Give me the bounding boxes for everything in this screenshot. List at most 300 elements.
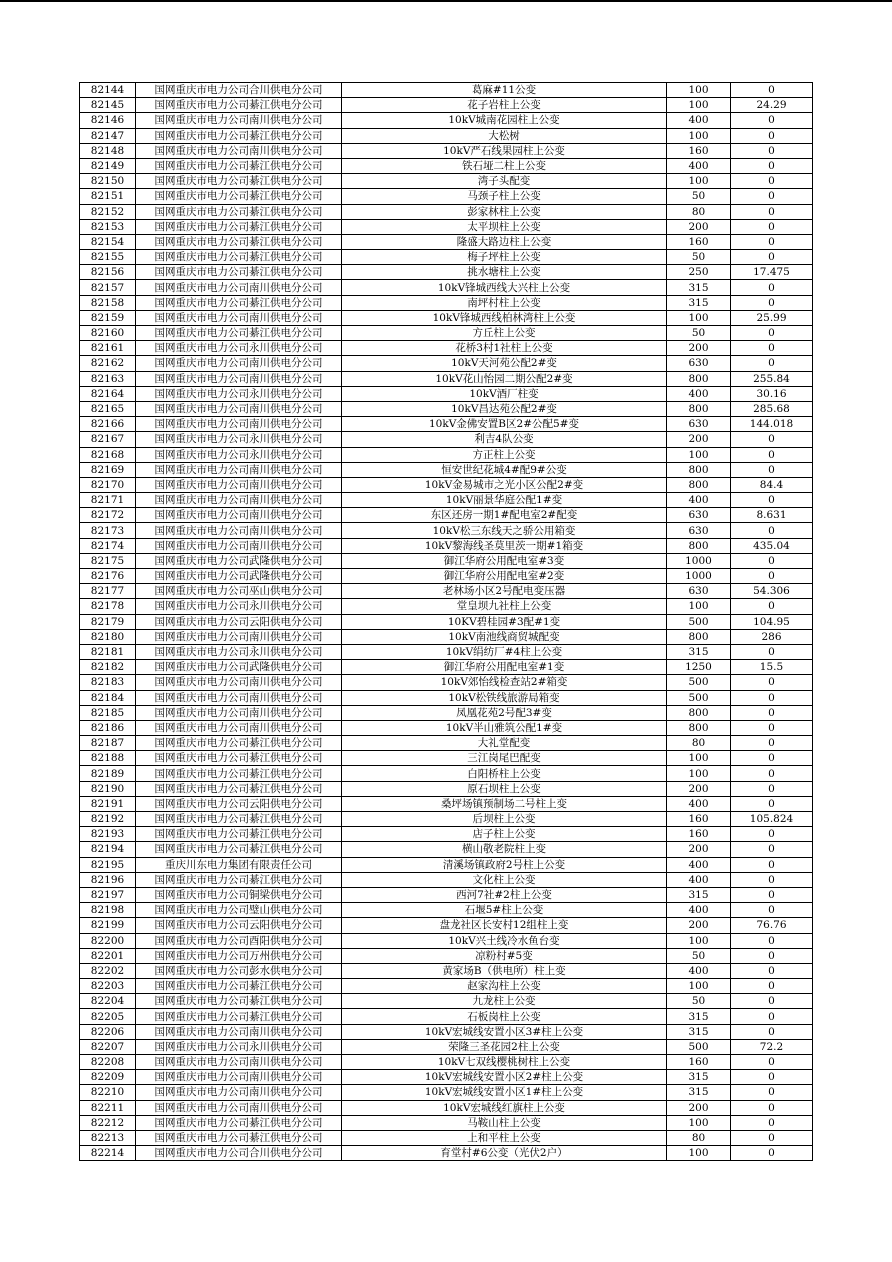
capacity-cell: 400 bbox=[667, 872, 731, 887]
row-id-cell: 82200 bbox=[80, 933, 136, 948]
capacity-cell: 50 bbox=[667, 250, 731, 265]
row-id-cell: 82198 bbox=[80, 903, 136, 918]
row-id-cell: 82187 bbox=[80, 736, 136, 751]
transformer-name-cell: 太平坝柱上公变 bbox=[342, 219, 667, 234]
capacity-cell: 315 bbox=[667, 1070, 731, 1085]
company-cell: 国网重庆市电力公司合川供电分公司 bbox=[136, 83, 342, 98]
transformer-name-cell: 10KV碧桂园#3配#1变 bbox=[342, 614, 667, 629]
table-row bbox=[80, 1085, 813, 1100]
company-cell: 国网重庆市电力公司南川供电分公司 bbox=[136, 462, 342, 477]
capacity-cell: 315 bbox=[667, 887, 731, 902]
table-row bbox=[80, 1009, 813, 1024]
table-row bbox=[80, 781, 813, 796]
row-id-cell: 82180 bbox=[80, 629, 136, 644]
table-row bbox=[80, 1055, 813, 1070]
value-cell: 0 bbox=[731, 979, 813, 994]
value-cell: 0 bbox=[731, 1146, 813, 1161]
transformer-name-cell: 赵家沟柱上公变 bbox=[342, 979, 667, 994]
transformer-name-cell: 原石坝柱上公变 bbox=[342, 781, 667, 796]
row-id-cell: 82190 bbox=[80, 781, 136, 796]
value-cell: 0 bbox=[731, 690, 813, 705]
table-row bbox=[80, 553, 813, 568]
value-cell: 0 bbox=[731, 963, 813, 978]
row-id-cell: 82189 bbox=[80, 766, 136, 781]
transformer-name-cell: 利吉4队公变 bbox=[342, 432, 667, 447]
capacity-cell: 400 bbox=[667, 796, 731, 811]
value-cell: 0 bbox=[731, 250, 813, 265]
table-row bbox=[80, 1070, 813, 1085]
capacity-cell: 200 bbox=[667, 341, 731, 356]
table-row bbox=[80, 356, 813, 371]
row-id-cell: 82148 bbox=[80, 143, 136, 158]
company-cell: 国网重庆市电力公司綦江供电分公司 bbox=[136, 250, 342, 265]
capacity-cell: 100 bbox=[667, 751, 731, 766]
value-cell: 0 bbox=[731, 903, 813, 918]
table-row bbox=[80, 386, 813, 401]
row-id-cell: 82176 bbox=[80, 569, 136, 584]
transformer-name-cell: 大松树 bbox=[342, 128, 667, 143]
row-id-cell: 82184 bbox=[80, 690, 136, 705]
capacity-cell: 800 bbox=[667, 371, 731, 386]
transformer-name-cell: 恒安世纪花城4#配9#公变 bbox=[342, 462, 667, 477]
company-cell: 国网重庆市电力公司綦江供电分公司 bbox=[136, 1115, 342, 1130]
company-cell: 国网重庆市电力公司綦江供电分公司 bbox=[136, 204, 342, 219]
company-cell: 国网重庆市电力公司綦江供电分公司 bbox=[136, 781, 342, 796]
row-id-cell: 82170 bbox=[80, 477, 136, 492]
table-row bbox=[80, 447, 813, 462]
table-row bbox=[80, 341, 813, 356]
capacity-cell: 400 bbox=[667, 386, 731, 401]
table-row bbox=[80, 1024, 813, 1039]
capacity-cell: 50 bbox=[667, 994, 731, 1009]
capacity-cell: 400 bbox=[667, 903, 731, 918]
row-id-cell: 82188 bbox=[80, 751, 136, 766]
value-cell: 144.018 bbox=[731, 417, 813, 432]
company-cell: 国网重庆市电力公司南川供电分公司 bbox=[136, 508, 342, 523]
company-cell: 国网重庆市电力公司南川供电分公司 bbox=[136, 1070, 342, 1085]
value-cell: 285.68 bbox=[731, 401, 813, 416]
table-row bbox=[80, 979, 813, 994]
row-id-cell: 82186 bbox=[80, 720, 136, 735]
capacity-cell: 400 bbox=[667, 493, 731, 508]
transformer-name-cell: 10kV锋城西线柏林湾柱上公变 bbox=[342, 310, 667, 325]
company-cell: 国网重庆市电力公司永川供电分公司 bbox=[136, 386, 342, 401]
capacity-cell: 100 bbox=[667, 98, 731, 113]
transformer-name-cell: 凉粉村#5变 bbox=[342, 948, 667, 963]
value-cell: 0 bbox=[731, 83, 813, 98]
value-cell: 435.04 bbox=[731, 538, 813, 553]
table-row bbox=[80, 933, 813, 948]
value-cell: 0 bbox=[731, 827, 813, 842]
transformer-name-cell: 荣隆三圣花园2柱上公变 bbox=[342, 1039, 667, 1054]
capacity-cell: 80 bbox=[667, 204, 731, 219]
value-cell: 0 bbox=[731, 675, 813, 690]
transformer-name-cell: 10kV宏城线红旗柱上公变 bbox=[342, 1100, 667, 1115]
table-row bbox=[80, 310, 813, 325]
capacity-cell: 50 bbox=[667, 948, 731, 963]
table-row bbox=[80, 812, 813, 827]
company-cell: 国网重庆市电力公司綦江供电分公司 bbox=[136, 174, 342, 189]
capacity-cell: 100 bbox=[667, 599, 731, 614]
value-cell: 0 bbox=[731, 751, 813, 766]
table-row bbox=[80, 1115, 813, 1130]
row-id-cell: 82150 bbox=[80, 174, 136, 189]
table-row bbox=[80, 690, 813, 705]
row-id-cell: 82202 bbox=[80, 963, 136, 978]
row-id-cell: 82169 bbox=[80, 462, 136, 477]
value-cell: 0 bbox=[731, 219, 813, 234]
row-id-cell: 82167 bbox=[80, 432, 136, 447]
table-row bbox=[80, 644, 813, 659]
transformer-name-cell: 盘龙社区长安村12组柱上变 bbox=[342, 918, 667, 933]
value-cell: 255.84 bbox=[731, 371, 813, 386]
capacity-cell: 315 bbox=[667, 280, 731, 295]
value-cell: 0 bbox=[731, 1100, 813, 1115]
table-row bbox=[80, 538, 813, 553]
table-row bbox=[80, 857, 813, 872]
row-id-cell: 82163 bbox=[80, 371, 136, 386]
value-cell: 72.2 bbox=[731, 1039, 813, 1054]
capacity-cell: 200 bbox=[667, 842, 731, 857]
value-cell: 0 bbox=[731, 280, 813, 295]
capacity-cell: 800 bbox=[667, 705, 731, 720]
value-cell: 0 bbox=[731, 1024, 813, 1039]
company-cell: 国网重庆市电力公司綦江供电分公司 bbox=[136, 326, 342, 341]
capacity-cell: 100 bbox=[667, 310, 731, 325]
table-row bbox=[80, 629, 813, 644]
row-id-cell: 82185 bbox=[80, 705, 136, 720]
transformer-name-cell: 横山敬老院柱上变 bbox=[342, 842, 667, 857]
row-id-cell: 82144 bbox=[80, 83, 136, 98]
capacity-cell: 1000 bbox=[667, 553, 731, 568]
company-cell: 国网重庆市电力公司綦江供电分公司 bbox=[136, 812, 342, 827]
transformer-name-cell: 铁石垭二柱上公变 bbox=[342, 158, 667, 173]
value-cell: 0 bbox=[731, 842, 813, 857]
company-cell: 国网重庆市电力公司永川供电分公司 bbox=[136, 1039, 342, 1054]
company-cell: 国网重庆市电力公司永川供电分公司 bbox=[136, 447, 342, 462]
transformer-name-cell: 店子柱上公变 bbox=[342, 827, 667, 842]
row-id-cell: 82151 bbox=[80, 189, 136, 204]
transformer-name-cell: 南坪村柱上公变 bbox=[342, 295, 667, 310]
transformer-name-cell: 御江华府公用配电室#3变 bbox=[342, 553, 667, 568]
value-cell: 0 bbox=[731, 720, 813, 735]
company-cell: 国网重庆市电力公司南川供电分公司 bbox=[136, 371, 342, 386]
capacity-cell: 800 bbox=[667, 477, 731, 492]
table-row bbox=[80, 401, 813, 416]
value-cell: 0 bbox=[731, 356, 813, 371]
company-cell: 国网重庆市电力公司南川供电分公司 bbox=[136, 1100, 342, 1115]
value-cell: 286 bbox=[731, 629, 813, 644]
value-cell: 0 bbox=[731, 158, 813, 173]
capacity-cell: 160 bbox=[667, 143, 731, 158]
transformer-name-cell: 黄家场B（供电所）柱上变 bbox=[342, 963, 667, 978]
transformer-name-cell: 御江华府公用配电室#1变 bbox=[342, 660, 667, 675]
value-cell: 0 bbox=[731, 295, 813, 310]
table-row bbox=[80, 462, 813, 477]
transformer-name-cell: 九龙柱上公变 bbox=[342, 994, 667, 1009]
table-row bbox=[80, 1146, 813, 1161]
company-cell: 重庆川东电力集团有限责任公司 bbox=[136, 857, 342, 872]
value-cell: 0 bbox=[731, 1070, 813, 1085]
table-row bbox=[80, 326, 813, 341]
row-id-cell: 82213 bbox=[80, 1130, 136, 1145]
value-cell: 0 bbox=[731, 493, 813, 508]
capacity-cell: 200 bbox=[667, 1100, 731, 1115]
company-cell: 国网重庆市电力公司云阳供电分公司 bbox=[136, 796, 342, 811]
row-id-cell: 82199 bbox=[80, 918, 136, 933]
row-id-cell: 82158 bbox=[80, 295, 136, 310]
transformer-name-cell: 清溪场镇政府2号柱上公变 bbox=[342, 857, 667, 872]
transformer-name-cell: 后坝柱上公变 bbox=[342, 812, 667, 827]
capacity-cell: 200 bbox=[667, 781, 731, 796]
company-cell: 国网重庆市电力公司綦江供电分公司 bbox=[136, 158, 342, 173]
capacity-cell: 315 bbox=[667, 1085, 731, 1100]
transformer-name-cell: 葛麻#11公变 bbox=[342, 83, 667, 98]
row-id-cell: 82177 bbox=[80, 584, 136, 599]
value-cell: 76.76 bbox=[731, 918, 813, 933]
capacity-cell: 315 bbox=[667, 295, 731, 310]
value-cell: 0 bbox=[731, 857, 813, 872]
company-cell: 国网重庆市电力公司綦江供电分公司 bbox=[136, 872, 342, 887]
table-row bbox=[80, 219, 813, 234]
company-cell: 国网重庆市电力公司南川供电分公司 bbox=[136, 1055, 342, 1070]
transformer-name-cell: 10kV天河苑公配2#变 bbox=[342, 356, 667, 371]
transformer-name-cell: 上和平柱上公变 bbox=[342, 1130, 667, 1145]
value-cell: 0 bbox=[731, 447, 813, 462]
row-id-cell: 82193 bbox=[80, 827, 136, 842]
company-cell: 国网重庆市电力公司綦江供电分公司 bbox=[136, 265, 342, 280]
value-cell: 0 bbox=[731, 432, 813, 447]
capacity-cell: 400 bbox=[667, 963, 731, 978]
row-id-cell: 82157 bbox=[80, 280, 136, 295]
value-cell: 15.5 bbox=[731, 660, 813, 675]
row-id-cell: 82168 bbox=[80, 447, 136, 462]
company-cell: 国网重庆市电力公司铜梁供电分公司 bbox=[136, 887, 342, 902]
row-id-cell: 82161 bbox=[80, 341, 136, 356]
company-cell: 国网重庆市电力公司南川供电分公司 bbox=[136, 401, 342, 416]
table-row bbox=[80, 295, 813, 310]
table-row bbox=[80, 83, 813, 98]
capacity-cell: 100 bbox=[667, 979, 731, 994]
transformer-name-cell: 三江岗尾巴配变 bbox=[342, 751, 667, 766]
value-cell: 104.95 bbox=[731, 614, 813, 629]
transformer-name-cell: 御江华府公用配电室#2变 bbox=[342, 569, 667, 584]
table-row bbox=[80, 918, 813, 933]
table-row bbox=[80, 736, 813, 751]
capacity-cell: 80 bbox=[667, 1130, 731, 1145]
row-id-cell: 82211 bbox=[80, 1100, 136, 1115]
transformer-name-cell: 10kV丽景华庭公配1#变 bbox=[342, 493, 667, 508]
value-cell: 0 bbox=[731, 994, 813, 1009]
table-row bbox=[80, 113, 813, 128]
transformer-name-cell: 石堰5#柱上公变 bbox=[342, 903, 667, 918]
value-cell: 0 bbox=[731, 644, 813, 659]
capacity-cell: 800 bbox=[667, 629, 731, 644]
table-row bbox=[80, 842, 813, 857]
capacity-cell: 50 bbox=[667, 189, 731, 204]
transformer-name-cell: 石板岗柱上公变 bbox=[342, 1009, 667, 1024]
capacity-cell: 500 bbox=[667, 690, 731, 705]
row-id-cell: 82174 bbox=[80, 538, 136, 553]
capacity-cell: 800 bbox=[667, 401, 731, 416]
table-row bbox=[80, 234, 813, 249]
company-cell: 国网重庆市电力公司酉阳供电分公司 bbox=[136, 933, 342, 948]
capacity-cell: 630 bbox=[667, 584, 731, 599]
capacity-cell: 160 bbox=[667, 827, 731, 842]
company-cell: 国网重庆市电力公司璧山供电分公司 bbox=[136, 903, 342, 918]
transformer-name-cell: 白阳桥柱上公变 bbox=[342, 766, 667, 781]
capacity-cell: 160 bbox=[667, 234, 731, 249]
table-row bbox=[80, 204, 813, 219]
table-row bbox=[80, 189, 813, 204]
table-row bbox=[80, 796, 813, 811]
value-cell: 0 bbox=[731, 113, 813, 128]
table-row bbox=[80, 523, 813, 538]
company-cell: 国网重庆市电力公司合川供电分公司 bbox=[136, 1146, 342, 1161]
company-cell: 国网重庆市电力公司巫山供电分公司 bbox=[136, 584, 342, 599]
value-cell: 0 bbox=[731, 887, 813, 902]
company-cell: 国网重庆市电力公司南川供电分公司 bbox=[136, 705, 342, 720]
row-id-cell: 82182 bbox=[80, 660, 136, 675]
transformer-name-cell: 隆盛大路边柱上公变 bbox=[342, 234, 667, 249]
capacity-cell: 500 bbox=[667, 1039, 731, 1054]
company-cell: 国网重庆市电力公司綦江供电分公司 bbox=[136, 766, 342, 781]
table-row bbox=[80, 614, 813, 629]
company-cell: 国网重庆市电力公司南川供电分公司 bbox=[136, 690, 342, 705]
value-cell: 0 bbox=[731, 174, 813, 189]
capacity-cell: 400 bbox=[667, 158, 731, 173]
company-cell: 国网重庆市电力公司綦江供电分公司 bbox=[136, 842, 342, 857]
capacity-cell: 800 bbox=[667, 720, 731, 735]
table-row bbox=[80, 887, 813, 902]
transformer-name-cell: 马鞍山柱上公变 bbox=[342, 1115, 667, 1130]
transformer-name-cell: 方丘柱上公变 bbox=[342, 326, 667, 341]
capacity-cell: 630 bbox=[667, 523, 731, 538]
transformer-name-cell: 10kV酒厂柱变 bbox=[342, 386, 667, 401]
table-row bbox=[80, 417, 813, 432]
capacity-cell: 200 bbox=[667, 918, 731, 933]
table-row bbox=[80, 493, 813, 508]
table-row bbox=[80, 994, 813, 1009]
row-id-cell: 82214 bbox=[80, 1146, 136, 1161]
value-cell: 0 bbox=[731, 569, 813, 584]
value-cell: 0 bbox=[731, 736, 813, 751]
table-row bbox=[80, 675, 813, 690]
value-cell: 8.631 bbox=[731, 508, 813, 523]
value-cell: 0 bbox=[731, 933, 813, 948]
row-id-cell: 82152 bbox=[80, 204, 136, 219]
company-cell: 国网重庆市电力公司武隆供电分公司 bbox=[136, 569, 342, 584]
value-cell: 0 bbox=[731, 234, 813, 249]
table-row bbox=[80, 128, 813, 143]
value-cell: 0 bbox=[731, 1055, 813, 1070]
company-cell: 国网重庆市电力公司綦江供电分公司 bbox=[136, 234, 342, 249]
transformer-name-cell: 马颈子柱上公变 bbox=[342, 189, 667, 204]
row-id-cell: 82181 bbox=[80, 644, 136, 659]
transformer-name-cell: 彭家林柱上公变 bbox=[342, 204, 667, 219]
company-cell: 国网重庆市电力公司南川供电分公司 bbox=[136, 1024, 342, 1039]
company-cell: 国网重庆市电力公司南川供电分公司 bbox=[136, 113, 342, 128]
table-row bbox=[80, 948, 813, 963]
row-id-cell: 82145 bbox=[80, 98, 136, 113]
company-cell: 国网重庆市电力公司南川供电分公司 bbox=[136, 1085, 342, 1100]
transformer-name-cell: 10kV七双线樱桃树柱上公变 bbox=[342, 1055, 667, 1070]
row-id-cell: 82210 bbox=[80, 1085, 136, 1100]
capacity-cell: 500 bbox=[667, 675, 731, 690]
value-cell: 0 bbox=[731, 872, 813, 887]
company-cell: 国网重庆市电力公司綦江供电分公司 bbox=[136, 128, 342, 143]
company-cell: 国网重庆市电力公司永川供电分公司 bbox=[136, 599, 342, 614]
row-id-cell: 82204 bbox=[80, 994, 136, 1009]
transformer-name-cell: 10kV绢纺厂#4柱上公变 bbox=[342, 644, 667, 659]
transformer-name-cell: 凤凰花苑2号配3#变 bbox=[342, 705, 667, 720]
transformer-name-cell: 育堂村#6公变（光伏2户） bbox=[342, 1146, 667, 1161]
company-cell: 国网重庆市电力公司綦江供电分公司 bbox=[136, 736, 342, 751]
capacity-cell: 800 bbox=[667, 462, 731, 477]
company-cell: 国网重庆市电力公司南川供电分公司 bbox=[136, 523, 342, 538]
transformer-name-cell: 10kV宏城线安置小区1#柱上公变 bbox=[342, 1085, 667, 1100]
value-cell: 0 bbox=[731, 189, 813, 204]
company-cell: 国网重庆市电力公司南川供电分公司 bbox=[136, 143, 342, 158]
transformer-name-cell: 堂皇坝九社柱上公变 bbox=[342, 599, 667, 614]
row-id-cell: 82149 bbox=[80, 158, 136, 173]
value-cell: 0 bbox=[731, 143, 813, 158]
company-cell: 国网重庆市电力公司云阳供电分公司 bbox=[136, 614, 342, 629]
value-cell: 84.4 bbox=[731, 477, 813, 492]
table-row bbox=[80, 1100, 813, 1115]
value-cell: 17.475 bbox=[731, 265, 813, 280]
table-row bbox=[80, 477, 813, 492]
table-row bbox=[80, 1039, 813, 1054]
transformer-name-cell: 文化柱上公变 bbox=[342, 872, 667, 887]
transformer-name-cell: 10kV城南花园柱上公变 bbox=[342, 113, 667, 128]
transformer-name-cell: 10kV松三东线天之骄公用箱变 bbox=[342, 523, 667, 538]
transformer-name-cell: 10kV松铁线旅游局箱变 bbox=[342, 690, 667, 705]
table-row bbox=[80, 569, 813, 584]
capacity-cell: 630 bbox=[667, 356, 731, 371]
transformer-name-cell: 10kV南池线商贸城配变 bbox=[342, 629, 667, 644]
value-cell: 0 bbox=[731, 705, 813, 720]
row-id-cell: 82201 bbox=[80, 948, 136, 963]
transformer-name-cell: 挑水塘柱上公变 bbox=[342, 265, 667, 280]
row-id-cell: 82191 bbox=[80, 796, 136, 811]
value-cell: 0 bbox=[731, 341, 813, 356]
value-cell: 0 bbox=[731, 326, 813, 341]
value-cell: 0 bbox=[731, 1115, 813, 1130]
value-cell: 105.824 bbox=[731, 812, 813, 827]
row-id-cell: 82155 bbox=[80, 250, 136, 265]
value-cell: 0 bbox=[731, 1009, 813, 1024]
table-row bbox=[80, 963, 813, 978]
value-cell: 0 bbox=[731, 462, 813, 477]
transformer-name-cell: 10kV金佛安置B区2#公配5#变 bbox=[342, 417, 667, 432]
transformer-name-cell: 方正柱上公变 bbox=[342, 447, 667, 462]
value-cell: 0 bbox=[731, 204, 813, 219]
row-id-cell: 82173 bbox=[80, 523, 136, 538]
table-row bbox=[80, 872, 813, 887]
company-cell: 国网重庆市电力公司綦江供电分公司 bbox=[136, 219, 342, 234]
table-row bbox=[80, 903, 813, 918]
table-row bbox=[80, 751, 813, 766]
transformer-name-cell: 10kV锋城西线大兴柱上公变 bbox=[342, 280, 667, 295]
company-cell: 国网重庆市电力公司永川供电分公司 bbox=[136, 644, 342, 659]
capacity-cell: 160 bbox=[667, 1055, 731, 1070]
transformer-name-cell: 10kV金易城市之光小区公配2#变 bbox=[342, 477, 667, 492]
table-row bbox=[80, 371, 813, 386]
row-id-cell: 82172 bbox=[80, 508, 136, 523]
transformer-name-cell: 10kV严石线果园柱上公变 bbox=[342, 143, 667, 158]
capacity-cell: 250 bbox=[667, 265, 731, 280]
